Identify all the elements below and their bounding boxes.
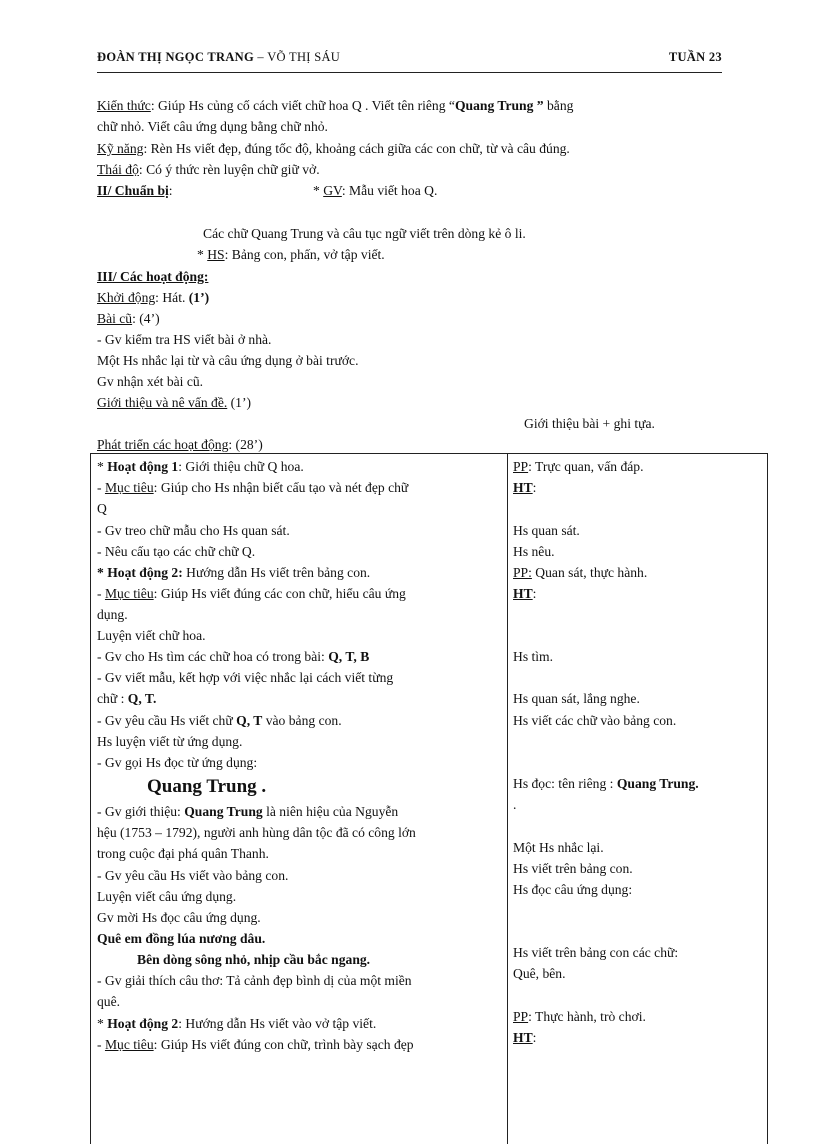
left-row-27-bold: Hoạt động 2 (107, 1016, 179, 1031)
left-row-22: Gv mời Hs đọc câu ứng dụng. (97, 910, 261, 925)
intro-topic-label: Giới thiệu và nê vấn đề. (97, 395, 228, 410)
right-row-1 (513, 458, 763, 476)
right-row-6 (513, 585, 763, 603)
left-row-17-bold: Quang Trung (184, 804, 263, 819)
activity-table (90, 453, 768, 1144)
left-row-7 (97, 585, 501, 603)
warmup-text: : Hát. (155, 290, 189, 305)
left-row-3: Q (97, 501, 107, 516)
right-row-18-text: : (532, 1030, 537, 1045)
right-row-1-label: PP (513, 459, 529, 474)
right-row-18-label: HT (513, 1030, 533, 1045)
gv-star: * (313, 183, 324, 198)
left-row-10-bold: Q, T, B (328, 649, 370, 664)
left-row-27-text: : Hướng dẫn Hs viết vào vở tập viết. (178, 1016, 377, 1031)
right-row-4: Hs nêu. (513, 544, 555, 559)
left-row-10 (97, 648, 501, 666)
old-lesson-line (97, 310, 160, 328)
old-lesson-item-3: Gv nhận xét bài cũ. (97, 374, 204, 389)
warmup-time: (1’) (188, 290, 210, 305)
gv-text: : Mẫu viết hoa Q. (341, 183, 438, 198)
right-row-7: Hs tìm. (513, 649, 554, 664)
right-row-3: Hs quan sát. (513, 523, 580, 538)
left-row-26: quê. (97, 994, 121, 1009)
table-column-divider (507, 454, 508, 1144)
right-row-6-text: : (532, 586, 537, 601)
skill-line (97, 140, 570, 158)
develop-time: : (28’) (228, 437, 263, 452)
left-row-2 (97, 479, 501, 497)
header-author-line (97, 50, 340, 65)
right-row-10-bold: Quang Trung. (616, 776, 699, 791)
prep-line (97, 182, 173, 200)
right-row-15: Hs viết trên bảng con các chữ: (513, 945, 679, 960)
left-row-21: Luyện viết câu ứng dụng. (97, 889, 237, 904)
attitude-line (97, 161, 320, 179)
right-row-13: Hs viết trên bảng con. (513, 861, 633, 876)
right-row-17-label: PP (513, 1009, 529, 1024)
knowledge-label: Kiến thức (97, 98, 151, 113)
right-row-10-text: Hs đọc: tên riêng : (513, 776, 617, 791)
left-row-27 (97, 1015, 501, 1033)
proper-name-display: Quang Trung . (147, 776, 267, 797)
left-row-28-text: : Giúp Hs viết đúng con chữ, trình bày sạch đẹp (153, 1037, 414, 1052)
left-row-6-bold: * Hoạt động 2: (97, 565, 183, 580)
right-row-2-label: HT (513, 480, 533, 495)
old-lesson-item-1: - Gv kiểm tra HS viết bài ở nhà. (97, 332, 272, 347)
left-row-6-text: Hướng dẫn Hs viết trên bảng con. (182, 565, 371, 580)
left-row-6 (97, 564, 501, 582)
left-row-7-text: : Giúp Hs viết đúng các con chữ, hiểu câu ứng (153, 586, 406, 601)
right-row-2-text: : (532, 480, 537, 495)
intro-topic-time: (1’) (227, 395, 252, 410)
right-row-16: Quê, bên. (513, 966, 566, 981)
left-row-8: dụng. (97, 607, 128, 622)
knowledge-text-1: : Giúp Hs củng cố cách viết chữ hoa Q . Viết tên riêng “ (150, 98, 455, 113)
left-row-4: - Gv treo chữ mẫu cho Hs quan sát. (97, 523, 290, 538)
knowledge-bold: Quang Trung ” (454, 98, 544, 113)
attitude-text: : Có ý thức rèn luyện chữ giữ vở. (138, 162, 320, 177)
left-row-9: Luyện viết chữ hoa. (97, 628, 206, 643)
right-row-6-label: HT (513, 586, 533, 601)
right-row-17 (513, 1008, 763, 1026)
header-school: VÕ THỊ SÁU (267, 50, 341, 64)
right-row-1-text: : Trực quan, vấn đáp. (528, 459, 644, 474)
intro-topic-line (97, 394, 251, 412)
old-lesson-label: Bài cũ (97, 311, 133, 326)
left-row-17-text: - Gv giới thiệu: (97, 804, 185, 819)
activities-heading: III/ Các hoạt động: (97, 269, 209, 284)
old-lesson-text: : (4’) (132, 311, 160, 326)
page-header (97, 46, 722, 73)
left-row-20: - Gv yêu cầu Hs viết vào bảng con. (97, 868, 289, 883)
skill-label: Kỹ năng (97, 141, 144, 156)
right-row-17-text: : Thực hành, trò chơi. (528, 1009, 646, 1024)
header-week: TUẦN 23 (668, 50, 722, 64)
left-row-13-text-2: vào bảng con. (262, 713, 342, 728)
right-row-12: Một Hs nhắc lại. (513, 840, 604, 855)
left-row-2-text: : Giúp cho Hs nhận biết cấu tạo và nét đẹp chữ (153, 480, 409, 495)
knowledge-line (97, 97, 573, 115)
left-row-19: trong cuộc đại phá quân Thanh. (97, 846, 269, 861)
right-row-5-label: PP: (513, 565, 532, 580)
left-row-12 (97, 690, 501, 708)
left-row-7-label: Mục tiêu (104, 586, 154, 601)
left-row-10-text: - Gv cho Hs tìm các chữ hoa có trong bài: (97, 649, 329, 664)
right-row-8: Hs quan sát, lắng nghe. (513, 691, 640, 706)
header-dash: – (254, 50, 268, 64)
warmup-line (97, 289, 209, 307)
intro-topic-right: Giới thiệu bài + ghi tựa. (524, 416, 655, 431)
left-row-11: - Gv viết mẫu, kết hợp với việc nhắc lại cách viết từng (97, 670, 394, 685)
left-row-28-dash: - (97, 1037, 105, 1052)
left-row-1-prefix: * (97, 459, 108, 474)
hs-star: * (197, 247, 208, 262)
left-row-13 (97, 712, 501, 730)
left-row-15: - Gv gọi Hs đọc từ ứng dụng: (97, 755, 258, 770)
hs-label: HS (207, 247, 225, 262)
left-row-17-text-2: là niên hiệu của Nguyễn (262, 804, 399, 819)
left-row-28 (97, 1036, 501, 1054)
right-row-14: Hs đọc câu ứng dụng: (513, 882, 633, 897)
prep-colon: : (168, 183, 173, 198)
right-row-18 (513, 1029, 763, 1047)
hs-line (197, 246, 385, 264)
knowledge-line-2: chữ nhỏ. Viết câu ứng dụng bằng chữ nhỏ. (97, 119, 328, 134)
left-row-13-bold: Q, T (236, 713, 263, 728)
header-author: ĐOÀN THỊ NGỌC TRANG (97, 50, 254, 64)
left-row-24: Bên dòng sông nhỏ, nhịp cầu bắc ngang. (137, 952, 371, 967)
left-row-23: Quê em đồng lúa nương dâu. (97, 931, 266, 946)
prep-label: II/ Chuẩn bị (97, 183, 169, 198)
gv-line (313, 182, 437, 200)
knowledge-text-2: bằng (543, 98, 574, 113)
left-row-2-dash: - (97, 480, 105, 495)
develop-line (97, 436, 263, 454)
left-row-1-bold: Hoạt động 1 (107, 459, 179, 474)
develop-label: Phát triển các hoạt động (97, 437, 229, 452)
right-row-10 (513, 775, 763, 793)
left-row-12-bold: Q, T. (127, 691, 157, 706)
right-row-5 (513, 564, 763, 582)
left-row-25: - Gv giải thích câu thơ: Tả cảnh đẹp bình dị của một miền (97, 973, 412, 988)
left-row-18: hệu (1753 – 1792), người anh hùng dân tộc đã có công lớn (97, 825, 416, 840)
right-row-11: . (513, 797, 517, 812)
left-row-27-prefix: * (97, 1016, 108, 1031)
left-row-5: - Nêu cấu tạo các chữ chữ Q. (97, 544, 256, 559)
right-row-2 (513, 479, 763, 497)
right-row-9: Hs viết các chữ vào bảng con. (513, 713, 677, 728)
warmup-label: Khởi động (97, 290, 156, 305)
left-row-7-dash: - (97, 586, 105, 601)
left-row-14: Hs luyện viết từ ứng dụng. (97, 734, 243, 749)
right-row-5-text: Quan sát, thực hành. (531, 565, 648, 580)
left-row-17 (97, 803, 501, 821)
left-row-1 (97, 458, 501, 476)
left-row-1-text: : Giới thiệu chữ Q hoa. (178, 459, 304, 474)
skill-text: : Rèn Hs viết đẹp, đúng tốc độ, khoảng cách giữa các con chữ, từ và câu đúng. (143, 141, 570, 156)
left-row-2-label: Mục tiêu (104, 480, 154, 495)
hs-text: : Bảng con, phấn, vở tập viết. (224, 247, 385, 262)
gv-line-2: Các chữ Quang Trung và câu tục ngữ viết trên dòng kẻ ô li. (203, 226, 526, 241)
gv-label: GV (323, 183, 342, 198)
left-row-13-text: - Gv yêu cầu Hs viết chữ (97, 713, 237, 728)
old-lesson-item-2: Một Hs nhắc lại từ và câu ứng dụng ở bài trước. (97, 353, 359, 368)
left-row-12-text: chữ : (97, 691, 128, 706)
attitude-label: Thái độ (97, 162, 139, 177)
left-row-28-label: Mục tiêu (104, 1037, 154, 1052)
